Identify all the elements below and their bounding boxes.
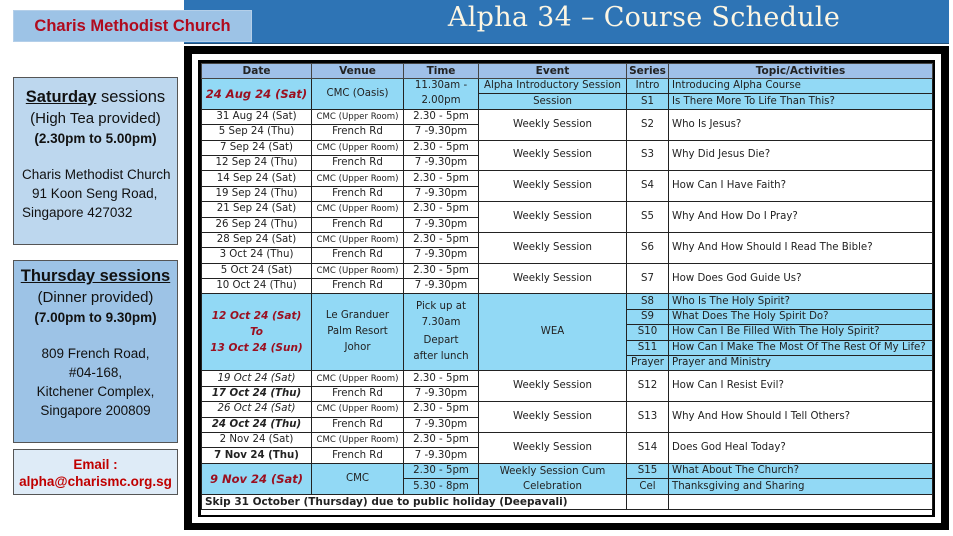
saturday-sessions-box [13, 77, 178, 245]
celebration-event: Weekly Session Cum Celebration [479, 463, 627, 494]
intro-event: Alpha Introductory Session [479, 79, 627, 94]
church-name-badge: Charis Methodist Church [13, 10, 252, 42]
schedule-frame [184, 46, 949, 530]
table-row: 31 Aug 24 (Sat) CMC (Upper Room) 2.30 - 5pm Weekly Session S2 Who Is Jesus? [202, 109, 933, 124]
col-event: Event [479, 64, 627, 79]
saturday-time: (2.30pm to 5.00pm) [34, 131, 157, 146]
thursday-time: (7.00pm to 9.30pm) [34, 310, 157, 325]
col-date: Date [202, 64, 312, 79]
wea-event: WEA [479, 294, 627, 371]
table-row: 19 Sep 24 (Thu) French Rd 7 -9.30pm [202, 186, 933, 201]
thursday-address: 809 French Road, #04-168, Kitchener Complex, Singapore 200809 [36, 346, 155, 418]
table-row: 7 Sep 24 (Sat) CMC (Upper Room) 2.30 - 5pm Weekly Session S3 Why Did Jesus Die? [202, 140, 933, 155]
table-row: 2 Nov 24 (Sat) CMC (Upper Room) 2.30 - 5pm Weekly Session S14 Does God Heal Today? [202, 432, 933, 447]
intro-topic: Introducing Alpha Course [669, 79, 933, 94]
thursday-heading: Thursday sessions [20, 267, 171, 285]
table-row: 28 Sep 24 (Sat) CMC (Upper Room) 2.30 - 5pm Weekly Session S6 Why And How Should I Read The Bible? [202, 232, 933, 247]
col-series: Series [627, 64, 669, 79]
schedule-table [201, 63, 933, 510]
celebration-venue: CMC [312, 463, 404, 494]
table-row: 12 Sep 24 (Thu) French Rd 7 -9.30pm [202, 155, 933, 170]
saturday-meal: (High Tea provided) [30, 110, 161, 127]
table-row: S9 What Does The Holy Spirit Do? [202, 309, 933, 324]
table-row: 5 Sep 24 (Thu) French Rd 7 -9.30pm [202, 125, 933, 140]
celebration-row: 9 Nov 24 (Sat) CMC 2.30 - 5pm Weekly Session Cum Celebration S15 What About The Church? [202, 463, 933, 479]
intro-topic: Is There More To Life Than This? [669, 94, 933, 109]
email-link[interactable]: alpha@charismc.org.sg [19, 474, 172, 489]
table-row: 5.30 - 8pm Cel Thanksgiving and Sharing [202, 479, 933, 495]
title-bar [184, 0, 949, 44]
page-title: Alpha 34 – Course Schedule [447, 2, 841, 33]
intro-series: S1 [627, 94, 669, 109]
wea-time: Pick up at 7.30am Depart after lunch [404, 294, 479, 371]
celebration-date: 9 Nov 24 (Sat) [202, 463, 312, 494]
saturday-address: Charis Methodist Church 91 Koon Seng Road, Singapore 427032 [22, 167, 171, 220]
col-venue: Venue [312, 64, 404, 79]
table-row: 21 Sep 24 (Sat) CMC (Upper Room) 2.30 - 5pm Weekly Session S5 Why And How Do I Pray? [202, 202, 933, 217]
intro-venue: CMC (Oasis) [312, 79, 404, 110]
table-row: Prayer Prayer and Ministry [202, 356, 933, 371]
wea-dates: 12 Oct 24 (Sat) To 13 Oct 24 (Sun) [202, 294, 312, 371]
table-row: 7 Nov 24 (Thu) French Rd 7 -9.30pm [202, 448, 933, 463]
col-time: Time [404, 64, 479, 79]
table-row: 14 Sep 24 (Sat) CMC (Upper Room) 2.30 - 5pm Weekly Session S4 How Can I Have Faith? [202, 171, 933, 186]
thursday-sessions-box [13, 260, 178, 443]
intro-time-end: 2.00pm [404, 94, 479, 109]
table-row: 10 Oct 24 (Thu) French Rd 7 -9.30pm [202, 279, 933, 294]
table-row: 3 Oct 24 (Thu) French Rd 7 -9.30pm [202, 248, 933, 263]
col-topic: Topic/Activities [669, 64, 933, 79]
table-row: S10 How Can I Be Filled With The Holy Spirit? [202, 325, 933, 340]
table-row [202, 79, 933, 94]
holiday-note: Skip 31 October (Thursday) due to public holiday (Deepavali) [202, 494, 627, 509]
table-row: 17 Oct 24 (Thu) French Rd 7 -9.30pm [202, 386, 933, 401]
weekend-away-row: 12 Oct 24 (Sat) To 13 Oct 24 (Sun) Le Granduer Palm Resort Johor Pick up at 7.30am Depart after lunch WEA S8 Who Is The Holy Spirit? [202, 294, 933, 309]
intro-date: 24 Aug 24 (Sat) [202, 79, 312, 110]
table-row: S11 How Can I Make The Most Of The Rest Of My Life? [202, 340, 933, 355]
table-row: 5 Oct 24 (Sat) CMC (Upper Room) 2.30 - 5pm Weekly Session S7 How Does God Guide Us? [202, 263, 933, 278]
intro-time: 11.30am - [404, 79, 479, 94]
table-header-row [202, 64, 933, 79]
intro-event: Session [479, 94, 627, 109]
table-row: 24 Oct 24 (Thu) French Rd 7 -9.30pm [202, 417, 933, 432]
thursday-meal: (Dinner provided) [37, 289, 154, 306]
note-row [202, 494, 933, 509]
email-label: Email : [73, 457, 118, 472]
wea-venue: Le Granduer Palm Resort Johor [312, 294, 404, 371]
saturday-heading: Saturday sessions [25, 88, 166, 106]
email-box [13, 449, 178, 495]
table-row: 26 Oct 24 (Sat) CMC (Upper Room) 2.30 - 5pm Weekly Session S13 Why And How Should I Tell Others? [202, 402, 933, 417]
intro-series: Intro [627, 79, 669, 94]
table-row: 19 Oct 24 (Sat) CMC (Upper Room) 2.30 - 5pm Weekly Session S12 How Can I Resist Evil? [202, 371, 933, 386]
table-row: 26 Sep 24 (Thu) French Rd 7 -9.30pm [202, 217, 933, 232]
